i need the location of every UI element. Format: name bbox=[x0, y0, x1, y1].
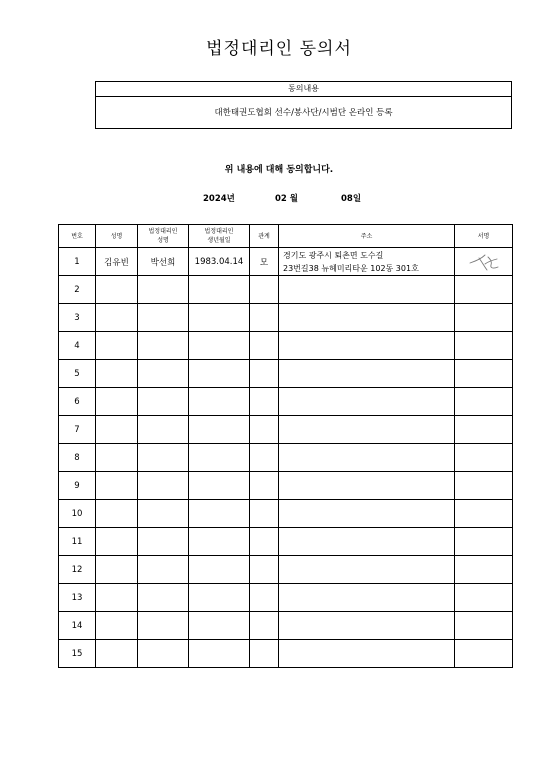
row-address bbox=[279, 528, 455, 556]
header-guardian-birth: 법정대리인 생년월일 bbox=[189, 225, 250, 248]
row-relation bbox=[250, 388, 279, 416]
row-name bbox=[96, 360, 138, 388]
row-address bbox=[279, 584, 455, 612]
handwritten-signature bbox=[467, 251, 501, 273]
row-guardian-birth bbox=[189, 444, 250, 472]
row-guardian-birth bbox=[189, 304, 250, 332]
row-address bbox=[279, 444, 455, 472]
table-row bbox=[59, 444, 513, 472]
table-header-row bbox=[59, 225, 513, 248]
row-name bbox=[96, 584, 138, 612]
consent-content: 대한태권도협회 선수/봉사단/시범단 온라인 등록 bbox=[214, 108, 393, 118]
header-guardian-name: 법정대리인 성명 bbox=[138, 225, 189, 248]
row-address bbox=[279, 276, 455, 304]
row-signature bbox=[455, 416, 513, 444]
row-signature bbox=[455, 472, 513, 500]
row-name bbox=[96, 472, 138, 500]
row-number: 13 bbox=[59, 584, 96, 612]
row-guardian-name bbox=[138, 388, 189, 416]
row-guardian-name bbox=[138, 360, 189, 388]
document-title: 법정대리인 동의서 bbox=[206, 39, 352, 59]
row-number: 12 bbox=[59, 556, 96, 584]
row-address bbox=[279, 360, 455, 388]
row-guardian-birth bbox=[189, 500, 250, 528]
row-signature bbox=[455, 612, 513, 640]
row-address bbox=[279, 472, 455, 500]
row-guardian-name bbox=[138, 612, 189, 640]
row-signature bbox=[455, 248, 513, 276]
row-relation bbox=[250, 444, 279, 472]
address-line-2: 23번길38 뉴헤미리타운 102동 301호 bbox=[283, 263, 419, 273]
table-row bbox=[59, 640, 513, 668]
header-relation: 관계 bbox=[250, 225, 279, 248]
row-name: 김유빈 bbox=[96, 248, 138, 276]
row-relation bbox=[250, 416, 279, 444]
table-row bbox=[59, 248, 513, 276]
row-signature bbox=[455, 640, 513, 668]
row-guardian-name bbox=[138, 528, 189, 556]
row-name bbox=[96, 528, 138, 556]
row-guardian-name bbox=[138, 472, 189, 500]
row-address bbox=[279, 500, 455, 528]
row-number: 3 bbox=[59, 304, 96, 332]
header-address: 주소 bbox=[279, 225, 455, 248]
row-guardian-birth bbox=[189, 612, 250, 640]
row-address bbox=[279, 388, 455, 416]
row-signature bbox=[455, 360, 513, 388]
row-signature bbox=[455, 304, 513, 332]
row-guardian-birth bbox=[189, 528, 250, 556]
row-name bbox=[96, 556, 138, 584]
row-number: 1 bbox=[59, 248, 96, 276]
row-relation bbox=[250, 304, 279, 332]
row-address bbox=[279, 332, 455, 360]
row-signature bbox=[455, 276, 513, 304]
table-row bbox=[59, 472, 513, 500]
row-relation bbox=[250, 276, 279, 304]
consent-table bbox=[58, 224, 513, 668]
row-signature bbox=[455, 500, 513, 528]
row-relation: 모 bbox=[250, 248, 279, 276]
row-number: 11 bbox=[59, 528, 96, 556]
row-relation bbox=[250, 472, 279, 500]
row-guardian-birth bbox=[189, 276, 250, 304]
header-name: 성명 bbox=[96, 225, 138, 248]
row-number: 8 bbox=[59, 444, 96, 472]
row-name bbox=[96, 444, 138, 472]
row-relation bbox=[250, 584, 279, 612]
row-guardian-name bbox=[138, 640, 189, 668]
row-guardian-name bbox=[138, 332, 189, 360]
row-guardian-name bbox=[138, 304, 189, 332]
row-name bbox=[96, 640, 138, 668]
row-name bbox=[96, 500, 138, 528]
row-address bbox=[279, 640, 455, 668]
row-signature bbox=[455, 444, 513, 472]
table-row bbox=[59, 332, 513, 360]
row-relation bbox=[250, 360, 279, 388]
row-address bbox=[279, 556, 455, 584]
table-row bbox=[59, 500, 513, 528]
row-guardian-name bbox=[138, 556, 189, 584]
row-guardian-name: 박선희 bbox=[138, 248, 189, 276]
row-name bbox=[96, 416, 138, 444]
row-address bbox=[279, 416, 455, 444]
row-number: 7 bbox=[59, 416, 96, 444]
row-relation bbox=[250, 640, 279, 668]
date-day: 08일 bbox=[341, 194, 362, 204]
consent-box bbox=[95, 81, 512, 129]
row-guardian-birth: 1983.04.14 bbox=[189, 248, 250, 276]
date-year: 2024년 bbox=[203, 194, 235, 204]
table-row bbox=[59, 360, 513, 388]
header-signature: 서명 bbox=[455, 225, 513, 248]
row-address bbox=[279, 304, 455, 332]
row-guardian-birth bbox=[189, 388, 250, 416]
row-guardian-name bbox=[138, 500, 189, 528]
header-number: 번호 bbox=[59, 225, 96, 248]
table-row bbox=[59, 556, 513, 584]
row-relation bbox=[250, 556, 279, 584]
table-row bbox=[59, 388, 513, 416]
row-signature bbox=[455, 556, 513, 584]
row-number: 9 bbox=[59, 472, 96, 500]
row-relation bbox=[250, 528, 279, 556]
row-number: 2 bbox=[59, 276, 96, 304]
row-number: 15 bbox=[59, 640, 96, 668]
consent-header: 동의내용 bbox=[96, 82, 511, 97]
date-month: 02 월 bbox=[275, 194, 298, 204]
table-row bbox=[59, 304, 513, 332]
row-address bbox=[279, 248, 455, 276]
row-signature bbox=[455, 584, 513, 612]
row-guardian-birth bbox=[189, 332, 250, 360]
row-name bbox=[96, 304, 138, 332]
row-guardian-name bbox=[138, 584, 189, 612]
row-signature bbox=[455, 388, 513, 416]
row-relation bbox=[250, 612, 279, 640]
table-row bbox=[59, 612, 513, 640]
row-address bbox=[279, 612, 455, 640]
row-name bbox=[96, 612, 138, 640]
row-number: 14 bbox=[59, 612, 96, 640]
row-guardian-name bbox=[138, 416, 189, 444]
row-number: 4 bbox=[59, 332, 96, 360]
row-relation bbox=[250, 500, 279, 528]
row-guardian-birth bbox=[189, 416, 250, 444]
agreement-statement: 위 내용에 대해 동의합니다. bbox=[224, 165, 334, 175]
row-guardian-birth bbox=[189, 556, 250, 584]
row-guardian-name bbox=[138, 276, 189, 304]
row-guardian-birth bbox=[189, 640, 250, 668]
row-relation bbox=[250, 332, 279, 360]
row-name bbox=[96, 276, 138, 304]
table-row bbox=[59, 528, 513, 556]
row-signature bbox=[455, 332, 513, 360]
row-guardian-birth bbox=[189, 584, 250, 612]
row-name bbox=[96, 388, 138, 416]
address-line-1: 경기도 광주시 퇴촌면 도수길 bbox=[283, 250, 384, 260]
row-number: 6 bbox=[59, 388, 96, 416]
row-guardian-birth bbox=[189, 472, 250, 500]
row-number: 5 bbox=[59, 360, 96, 388]
table-row bbox=[59, 416, 513, 444]
row-number: 10 bbox=[59, 500, 96, 528]
row-guardian-name bbox=[138, 444, 189, 472]
table-row bbox=[59, 276, 513, 304]
row-name bbox=[96, 332, 138, 360]
row-guardian-birth bbox=[189, 360, 250, 388]
table-row bbox=[59, 584, 513, 612]
row-signature bbox=[455, 528, 513, 556]
